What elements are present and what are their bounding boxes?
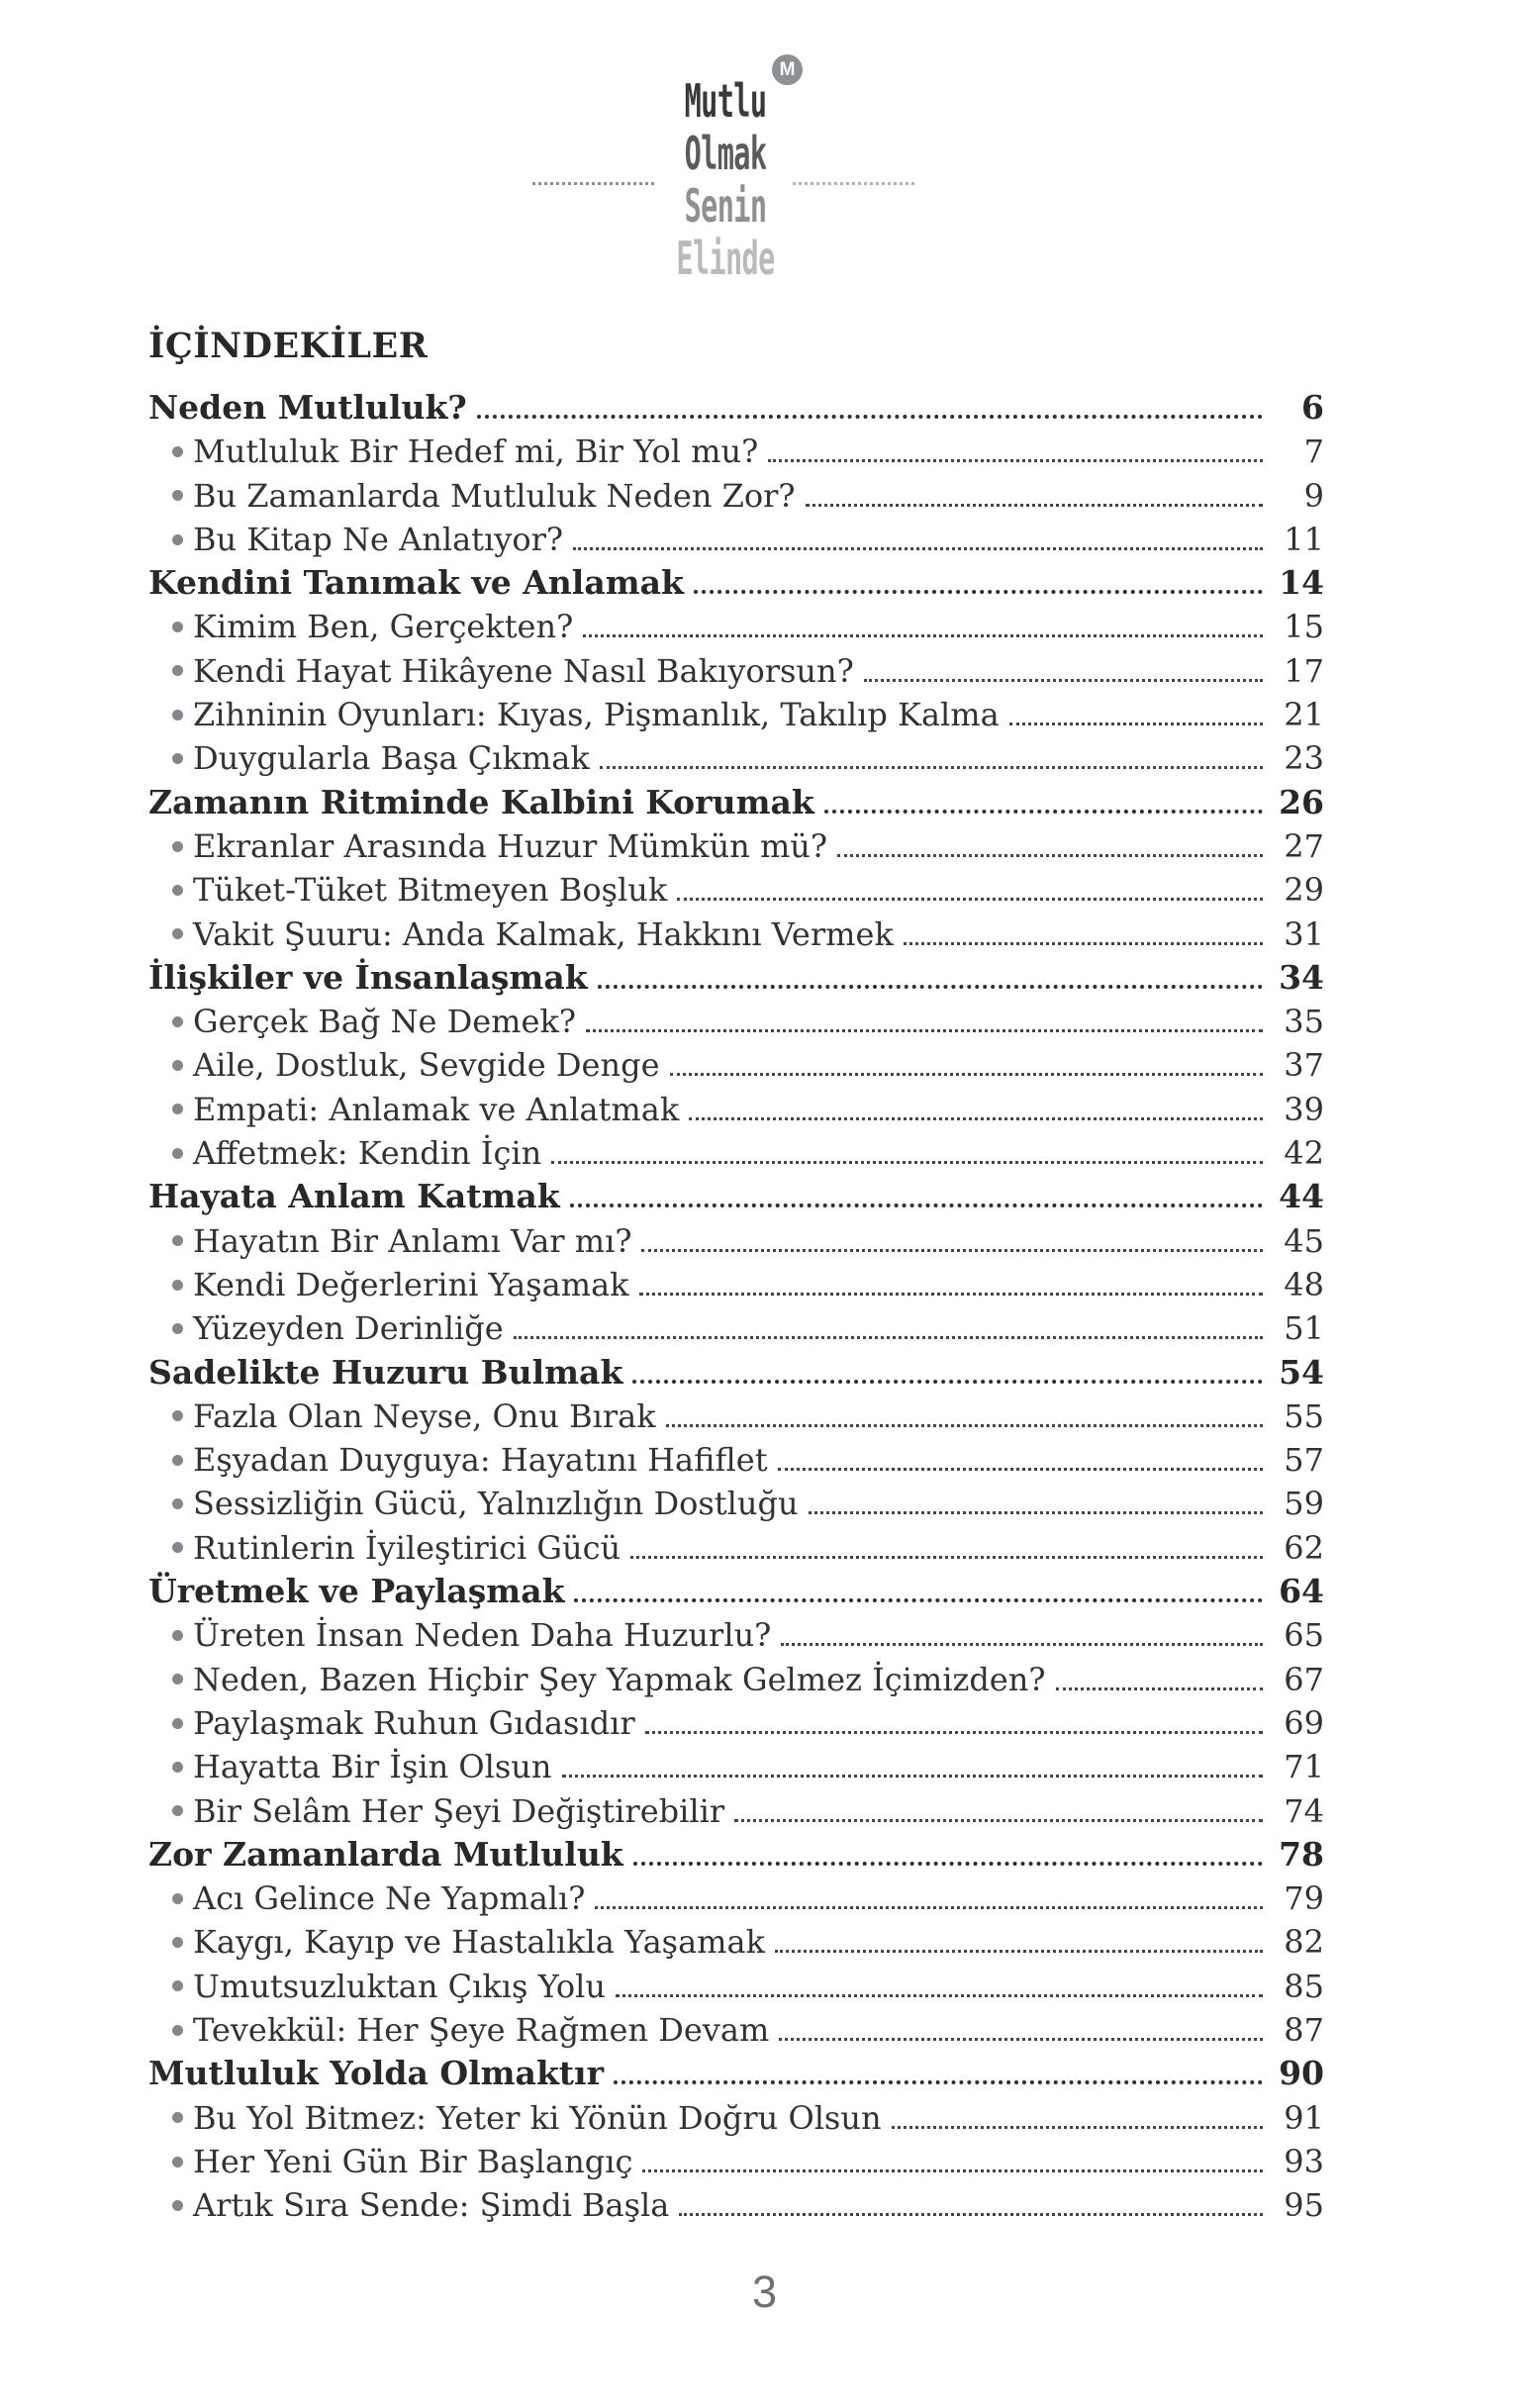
dotted-separator-right-icon: [793, 182, 914, 185]
toc-item-row: [148, 736, 1324, 780]
page-number: 59: [1284, 1485, 1324, 1523]
chapter-title: Üretmek ve Paylaşmak: [148, 1572, 565, 1611]
page-number: 64: [1279, 1572, 1324, 1611]
item-title: Neden, Bazen Hiçbir Şey Yapmak Gelmez İçimizden?: [193, 1660, 1046, 1698]
page-number: 62: [1284, 1528, 1324, 1567]
bullet-icon: [172, 1762, 183, 1773]
toc-item-row: [148, 1526, 1324, 1570]
dotted-leader-icon: [614, 2080, 1263, 2084]
bullet-icon: [172, 622, 183, 632]
toc-item-row: [148, 2140, 1324, 2183]
page-number: 71: [1284, 1748, 1324, 1786]
item-title: Fazla Olan Neyse, Onu Bırak: [193, 1397, 656, 1435]
item-title: Acı Gelince Ne Yapmalı?: [193, 1879, 586, 1918]
bullet-icon: [172, 1280, 183, 1291]
page-number: 55: [1284, 1397, 1324, 1435]
dotted-leader-icon: [694, 590, 1263, 594]
toc-chapter-row: [148, 386, 1324, 430]
bullet-icon: [172, 1104, 183, 1114]
toc-item-row: [148, 1789, 1324, 1833]
dotted-leader-icon: [904, 942, 1263, 945]
book-logo: [577, 59, 874, 285]
item-title: Vakit Şuuru: Anda Kalmak, Hakkını Vermek: [193, 915, 894, 953]
dotted-leader-icon: [864, 679, 1263, 682]
toc-item-row: [148, 1088, 1324, 1131]
toc-item-row: [148, 1306, 1324, 1350]
item-title: Kendi Değerlerini Yaşamak: [193, 1265, 629, 1303]
bullet-icon: [172, 753, 183, 764]
toc-item-row: [148, 1658, 1324, 1701]
page-number: 7: [1303, 433, 1324, 471]
dotted-leader-icon: [837, 854, 1263, 857]
item-title: Artık Sıra Sende: Şimdi Başla: [193, 2186, 670, 2225]
toc-item-row: [148, 1482, 1324, 1525]
bullet-icon: [172, 885, 183, 896]
dotted-leader-icon: [514, 1336, 1263, 1339]
toc-item-row: [148, 1000, 1324, 1043]
page-number: 34: [1279, 957, 1324, 997]
dotted-leader-icon: [633, 1862, 1263, 1866]
chapter-title: Zor Zamanlarda Mutluluk: [148, 1834, 623, 1874]
dotted-leader-icon: [645, 1731, 1263, 1734]
bullet-icon: [172, 1542, 183, 1553]
item-title: Ekranlar Arasında Huzur Mümkün mü?: [193, 826, 828, 865]
bullet-icon: [172, 1805, 183, 1816]
dotted-leader-icon: [600, 766, 1263, 769]
toc-chapter-row: [148, 781, 1324, 824]
dotted-leader-icon: [689, 1117, 1263, 1120]
dotted-leader-icon: [562, 1775, 1263, 1778]
dotted-leader-icon: [781, 1643, 1263, 1646]
chapter-title: Kendini Tanımak ve Anlamak: [148, 563, 684, 603]
bullet-icon: [172, 841, 183, 852]
dotted-leader-icon: [630, 1556, 1263, 1559]
dotted-leader-icon: [806, 504, 1263, 507]
toc-item-row: [148, 2096, 1324, 2140]
page-number: 65: [1284, 1616, 1324, 1655]
logo-lines: [577, 75, 874, 285]
item-title: Tevekkül: Her Şeye Rağmen Devam: [193, 2010, 770, 2049]
item-title: Bu Zamanlarda Mutluluk Neden Zor?: [193, 476, 796, 515]
page-number: 11: [1284, 520, 1324, 558]
bullet-icon: [172, 1630, 183, 1641]
page-number: 31: [1284, 915, 1324, 953]
toc-item-row: [148, 1613, 1324, 1657]
item-title: Kaygı, Kayıp ve Hastalıkla Yaşamak: [193, 1923, 765, 1962]
item-title: Tüket-Tüket Bitmeyen Boşluk: [193, 871, 668, 910]
logo-line: Mutlu: [684, 74, 767, 128]
page-number: 15: [1284, 608, 1324, 646]
item-title: Hayatta Bir İşin Olsun: [193, 1748, 552, 1786]
dotted-leader-icon: [573, 547, 1263, 550]
dotted-leader-icon: [570, 1204, 1263, 1207]
toc-item-row: [148, 868, 1324, 912]
toc-item-row: [148, 649, 1324, 693]
item-title: Eşyadan Duyguya: Hayatını Hafiflet: [193, 1441, 768, 1480]
dotted-leader-icon: [598, 985, 1263, 989]
toc-item-row: [148, 1438, 1324, 1482]
dotted-separator-left-icon: [532, 182, 654, 185]
item-title: Empati: Anlamak ve Anlatmak: [193, 1090, 680, 1128]
item-title: Umutsuzluktan Çıkış Yolu: [193, 1967, 607, 2005]
bullet-icon: [172, 2200, 183, 2211]
toc-item-row: [148, 1395, 1324, 1438]
dotted-leader-icon: [778, 1468, 1263, 1471]
bullet-icon: [172, 1980, 183, 1991]
toc-chapter-row: [148, 956, 1324, 1000]
page-number: 27: [1284, 826, 1324, 865]
dotted-leader-icon: [583, 634, 1263, 637]
toc-item-row: [148, 2008, 1324, 2052]
chapter-title: Hayata Anlam Katmak: [148, 1177, 560, 1216]
bullet-icon: [172, 534, 183, 545]
toc-item-row: [148, 2183, 1324, 2227]
dotted-leader-icon: [477, 415, 1263, 419]
bullet-icon: [172, 1455, 183, 1466]
page-number: 95: [1284, 2186, 1324, 2225]
bullet-icon: [172, 928, 183, 939]
dotted-leader-icon: [779, 2038, 1263, 2041]
dotted-leader-icon: [551, 1161, 1263, 1164]
item-title: Kendi Hayat Hikâyene Nasıl Bakıyorsun?: [193, 651, 854, 690]
page-number: 6: [1301, 388, 1324, 427]
page-number: 39: [1284, 1090, 1324, 1128]
page-number: 17: [1284, 651, 1324, 690]
bullet-icon: [172, 1893, 183, 1904]
dotted-leader-icon: [824, 810, 1263, 814]
toc-item-row: [148, 693, 1324, 736]
bullet-icon: [172, 1016, 183, 1027]
bullet-icon: [172, 1674, 183, 1685]
item-title: Kimim Ben, Gerçekten?: [193, 608, 574, 646]
page-number: 42: [1284, 1134, 1324, 1173]
bullet-icon: [172, 446, 183, 457]
toc-item-row: [148, 1745, 1324, 1788]
bullet-icon: [172, 1148, 183, 1159]
item-title: Affetmek: Kendin İçin: [193, 1134, 542, 1173]
page-number: 57: [1284, 1441, 1324, 1480]
toc-item-row: [148, 1131, 1324, 1175]
toc-item-row: [148, 1965, 1324, 2008]
page-number: 44: [1279, 1177, 1324, 1216]
page-number: 87: [1284, 2010, 1324, 2049]
item-title: Zihninin Oyunları: Kıyas, Pişmanlık, Takılıp Kalma: [193, 696, 1000, 734]
item-title: Her Yeni Gün Bir Başlangıç: [193, 2142, 633, 2180]
dotted-leader-icon: [775, 1950, 1263, 1953]
dotted-leader-icon: [632, 1380, 1263, 1384]
toc-chapter-row: [148, 1175, 1324, 1218]
chapter-title: Zamanın Ritminde Kalbini Korumak: [148, 782, 814, 821]
item-title: Bu Kitap Ne Anlatıyor?: [193, 520, 564, 558]
logo-line: Elinde: [676, 232, 775, 285]
dotted-leader-icon: [679, 2213, 1263, 2216]
page-number: 26: [1279, 782, 1324, 821]
toc-item-row: [148, 1920, 1324, 1964]
toc-item-row: [148, 1263, 1324, 1306]
item-title: Hayatın Bir Anlamı Var mı?: [193, 1221, 632, 1260]
page-number: 74: [1284, 1791, 1324, 1830]
item-title: Rutinlerin İyileştirici Gücü: [193, 1528, 621, 1567]
item-title: Duygularla Başa Çıkmak: [193, 739, 590, 778]
dotted-leader-icon: [1056, 1687, 1264, 1690]
item-title: Bir Selâm Her Şeyi Değiştirebilir: [193, 1791, 725, 1830]
item-title: Bu Yol Bitmez: Yeter ki Yönün Doğru Olsun: [193, 2098, 882, 2137]
item-title: Gerçek Bağ Ne Demek?: [193, 1003, 576, 1041]
item-title: Paylaşmak Ruhun Gıdasıdır: [193, 1703, 635, 1742]
toc-item-row: [148, 605, 1324, 648]
chapter-title: Mutluluk Yolda Olmaktır: [148, 2054, 604, 2093]
page-number: 35: [1284, 1003, 1324, 1041]
bullet-icon: [172, 1410, 183, 1421]
dotted-leader-icon: [1009, 722, 1263, 725]
toc-chapter-row: [148, 561, 1324, 605]
item-title: Üreten İnsan Neden Daha Huzurlu?: [193, 1616, 772, 1655]
bullet-icon: [172, 2112, 183, 2123]
toc-item-row: [148, 474, 1324, 518]
dotted-leader-icon: [809, 1511, 1263, 1514]
footer-page-number: 3: [751, 2266, 778, 2317]
logo-line: Olmak: [684, 127, 767, 180]
toc-chapter-row: [148, 1570, 1324, 1613]
dotted-leader-icon: [734, 1819, 1263, 1822]
dotted-leader-icon: [642, 2169, 1263, 2172]
logo-line: Senin: [684, 179, 767, 233]
bullet-icon: [172, 2157, 183, 2167]
page-number: 91: [1284, 2098, 1324, 2137]
bullet-icon: [172, 1060, 183, 1071]
bullet-icon: [172, 1323, 183, 1334]
toc-heading: İÇİNDEKİLER: [148, 326, 429, 366]
toc-chapter-row: [148, 1351, 1324, 1395]
toc-list: [148, 386, 1324, 2227]
toc-item-row: [148, 913, 1324, 956]
page-number: 67: [1284, 1660, 1324, 1698]
page-number: 69: [1284, 1703, 1324, 1742]
toc-item-row: [148, 1701, 1324, 1745]
dotted-leader-icon: [768, 459, 1263, 462]
bullet-icon: [172, 1498, 183, 1509]
dotted-leader-icon: [677, 898, 1263, 901]
toc-item-row: [148, 824, 1324, 868]
toc-item-row: [148, 430, 1324, 473]
page-number: 21: [1284, 696, 1324, 734]
item-title: Mutluluk Bir Hedef mi, Bir Yol mu?: [193, 433, 759, 471]
bullet-icon: [172, 1937, 183, 1948]
bullet-icon: [172, 1718, 183, 1729]
item-title: Aile, Dostluk, Sevgide Denge: [193, 1046, 660, 1085]
dotted-leader-icon: [666, 1424, 1263, 1427]
toc-item-row: [148, 518, 1324, 561]
chapter-title: İlişkiler ve İnsanlaşmak: [148, 957, 588, 997]
bullet-icon: [172, 1235, 183, 1246]
toc-item-row: [148, 1219, 1324, 1263]
dotted-leader-icon: [892, 2126, 1263, 2129]
page-number: 14: [1279, 563, 1324, 603]
chapter-title: Neden Mutluluk?: [148, 388, 467, 427]
toc-chapter-row: [148, 1833, 1324, 1877]
item-title: Yüzeyden Derinliğe: [193, 1309, 504, 1348]
toc-item-row: [148, 1043, 1324, 1087]
dotted-leader-icon: [574, 1598, 1263, 1602]
item-title: Sessizliğin Gücü, Yalnızlığın Dostluğu: [193, 1485, 799, 1523]
dotted-leader-icon: [595, 1906, 1263, 1909]
page-number: 37: [1284, 1046, 1324, 1085]
dotted-leader-icon: [670, 1073, 1263, 1076]
table-of-contents: [148, 327, 1324, 2227]
page-number: 51: [1284, 1309, 1324, 1348]
dotted-leader-icon: [639, 1293, 1263, 1296]
page-number: 9: [1303, 476, 1324, 515]
page-number: 54: [1279, 1352, 1324, 1392]
toc-chapter-row: [148, 2052, 1324, 2095]
m-badge-icon: M: [772, 54, 803, 85]
page-number: 48: [1284, 1265, 1324, 1303]
bullet-icon: [172, 710, 183, 721]
chapter-title: Sadelikte Huzuru Bulmak: [148, 1352, 623, 1392]
toc-item-row: [148, 1877, 1324, 1920]
bullet-icon: [172, 665, 183, 676]
page-number: 78: [1279, 1834, 1324, 1874]
page-number: 23: [1284, 739, 1324, 778]
dotted-leader-icon: [616, 1994, 1263, 1997]
bullet-icon: [172, 490, 183, 501]
page-number: 45: [1284, 1221, 1324, 1260]
page-number: 93: [1284, 2142, 1324, 2180]
page-number: 82: [1284, 1923, 1324, 1962]
dotted-leader-icon: [586, 1029, 1263, 1032]
page-number: 85: [1284, 1967, 1324, 2005]
dotted-leader-icon: [641, 1249, 1263, 1252]
page-number: 90: [1279, 2054, 1324, 2093]
bullet-icon: [172, 2025, 183, 2036]
page-number: 79: [1284, 1879, 1324, 1918]
page-number: 29: [1284, 871, 1324, 910]
